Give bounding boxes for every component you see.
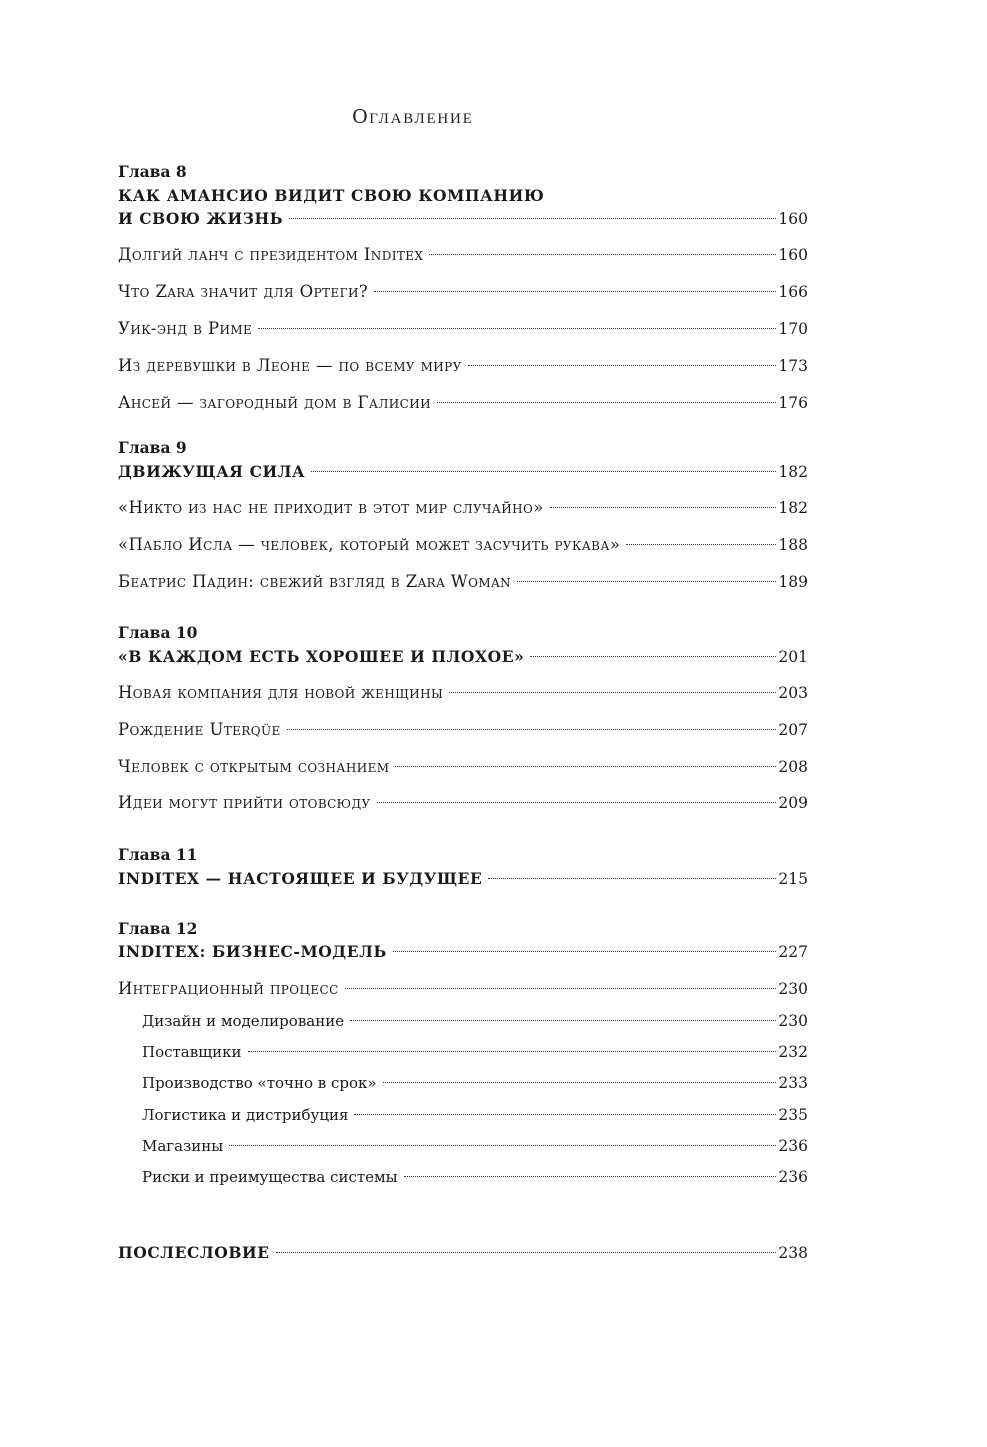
dot-leader — [395, 766, 776, 767]
toc-entry-chapter[interactable] — [118, 207, 808, 231]
dot-leader — [383, 1082, 777, 1083]
entry-title: «Пабло Исла — человек, который может засучить рукава» — [118, 535, 621, 554]
toc-entry[interactable] — [118, 977, 808, 1001]
toc-entry-chapter[interactable] — [118, 940, 808, 964]
dot-leader — [488, 878, 776, 879]
chapter-label: Глава 10 — [118, 623, 198, 642]
page-number: 173 — [778, 357, 808, 375]
entry-title: ПОСЛЕСЛОВИЕ — [118, 1243, 270, 1262]
dot-leader — [258, 328, 776, 329]
chapter-label: Глава 11 — [118, 845, 198, 864]
toc-entry[interactable] — [118, 391, 808, 415]
dot-leader — [468, 365, 777, 366]
page-number: 207 — [778, 721, 808, 739]
dot-leader — [437, 402, 776, 403]
dot-leader — [289, 218, 776, 219]
toc-entry[interactable] — [118, 718, 808, 742]
entry-title: INDITEX — НАСТОЯЩЕЕ И БУДУЩЕЕ — [118, 869, 483, 888]
dot-leader — [530, 656, 776, 657]
entry-title: Что Zara значит для Ортеги? — [118, 282, 369, 301]
dot-leader — [287, 729, 777, 730]
dot-leader — [429, 254, 776, 255]
page-title: Оглавление — [352, 104, 474, 128]
page-number: 160 — [778, 246, 808, 264]
dot-leader — [404, 1176, 777, 1177]
chapter-label: Глава 8 — [118, 162, 187, 181]
page-number: 230 — [778, 980, 808, 998]
toc-subentry[interactable] — [118, 1134, 808, 1158]
page-number: 215 — [778, 870, 808, 888]
toc-entry-afterword[interactable] — [118, 1241, 808, 1265]
entry-title: Интеграционный процесс — [118, 979, 339, 998]
page-number: 227 — [778, 943, 808, 961]
toc-entry[interactable] — [118, 280, 808, 304]
dot-leader — [626, 544, 776, 545]
entry-title: Человек с открытым сознанием — [118, 757, 390, 776]
dot-leader — [276, 1252, 777, 1253]
chapter-label: Глава 9 — [118, 438, 187, 457]
toc-subentry[interactable] — [118, 1103, 808, 1127]
toc-subentry[interactable] — [118, 1009, 808, 1033]
toc-entry[interactable] — [118, 791, 808, 815]
entry-title: Логистика и дистрибуция — [142, 1106, 349, 1124]
dot-leader — [248, 1051, 777, 1052]
toc-subentry[interactable] — [118, 1165, 808, 1189]
page-number: 182 — [778, 499, 808, 517]
page-number: 203 — [778, 684, 808, 702]
toc-entry[interactable] — [118, 570, 808, 594]
toc-entry[interactable] — [118, 755, 808, 779]
entry-title: Из деревушки в Леоне — по всему миру — [118, 356, 462, 375]
dot-leader — [229, 1145, 776, 1146]
toc-entry[interactable] — [118, 496, 808, 520]
entry-title: И СВОЮ ЖИЗНЬ — [118, 209, 284, 228]
dot-leader — [393, 951, 777, 952]
dot-leader — [354, 1114, 776, 1115]
chapter-title-line[interactable]: КАК АМАНСИО ВИДИТ СВОЮ КОМПАНИЮ — [118, 186, 545, 205]
entry-title: Поставщики — [142, 1043, 242, 1061]
page-number: 209 — [778, 794, 808, 812]
dot-leader — [374, 291, 776, 292]
toc-entry[interactable] — [118, 681, 808, 705]
entry-title: INDITEX: БИЗНЕС-МОДЕЛЬ — [118, 942, 387, 961]
dot-leader — [345, 988, 777, 989]
page-number: 160 — [778, 210, 808, 228]
toc-entry[interactable] — [118, 317, 808, 341]
page-number: 201 — [778, 648, 808, 666]
dot-leader — [377, 802, 777, 803]
dot-leader — [449, 692, 776, 693]
dot-leader — [550, 507, 777, 508]
dot-leader — [350, 1020, 776, 1021]
page-number: 232 — [778, 1043, 808, 1061]
dot-leader — [311, 471, 776, 472]
entry-title: Производство «точно в срок» — [142, 1074, 377, 1092]
toc-entry[interactable] — [118, 243, 808, 267]
toc-entry-chapter[interactable] — [118, 645, 808, 669]
page-number: 182 — [778, 463, 808, 481]
entry-title: Беатрис Падин: свежий взгляд в Zara Woman — [118, 572, 512, 591]
entry-title: ДВИЖУЩАЯ СИЛА — [118, 462, 306, 481]
entry-title: Долгий ланч с президентом Inditex — [118, 245, 424, 264]
page-number: 233 — [778, 1074, 808, 1092]
page-number: 189 — [778, 573, 808, 591]
toc-subentry[interactable] — [118, 1071, 808, 1095]
entry-title: Дизайн и моделирование — [142, 1012, 345, 1030]
dot-leader — [517, 581, 776, 582]
page-number: 236 — [778, 1137, 808, 1155]
chapter-label: Глава 12 — [118, 919, 198, 938]
page-number: 166 — [778, 283, 808, 301]
page-number: 176 — [778, 394, 808, 412]
page-number: 230 — [778, 1012, 808, 1030]
toc-subentry[interactable] — [118, 1040, 808, 1064]
entry-title: Идеи могут прийти отовсюду — [118, 793, 371, 812]
entry-title: Новая компания для новой женщины — [118, 683, 444, 702]
entry-title: Рождение Uterqüe — [118, 720, 281, 739]
page-number: 208 — [778, 758, 808, 776]
toc-entry-chapter[interactable] — [118, 460, 808, 484]
toc-entry-chapter[interactable] — [118, 867, 808, 891]
entry-title: Магазины — [142, 1137, 224, 1155]
page-number: 170 — [778, 320, 808, 338]
entry-title: Риски и преимущества системы — [142, 1168, 398, 1186]
entry-title: «Никто из нас не приходит в этот мир случайно» — [118, 498, 544, 517]
page-number: 236 — [778, 1168, 808, 1186]
toc-entry[interactable] — [118, 354, 808, 378]
page-number: 238 — [778, 1244, 808, 1262]
toc-entry[interactable] — [118, 533, 808, 557]
page-number: 235 — [778, 1106, 808, 1124]
entry-title: Ансей — загородный дом в Галисии — [118, 393, 431, 412]
entry-title: Уик-энд в Риме — [118, 319, 253, 338]
entry-title: «В КАЖДОМ ЕСТЬ ХОРОШЕЕ И ПЛОХОЕ» — [118, 647, 525, 666]
page-number: 188 — [778, 536, 808, 554]
